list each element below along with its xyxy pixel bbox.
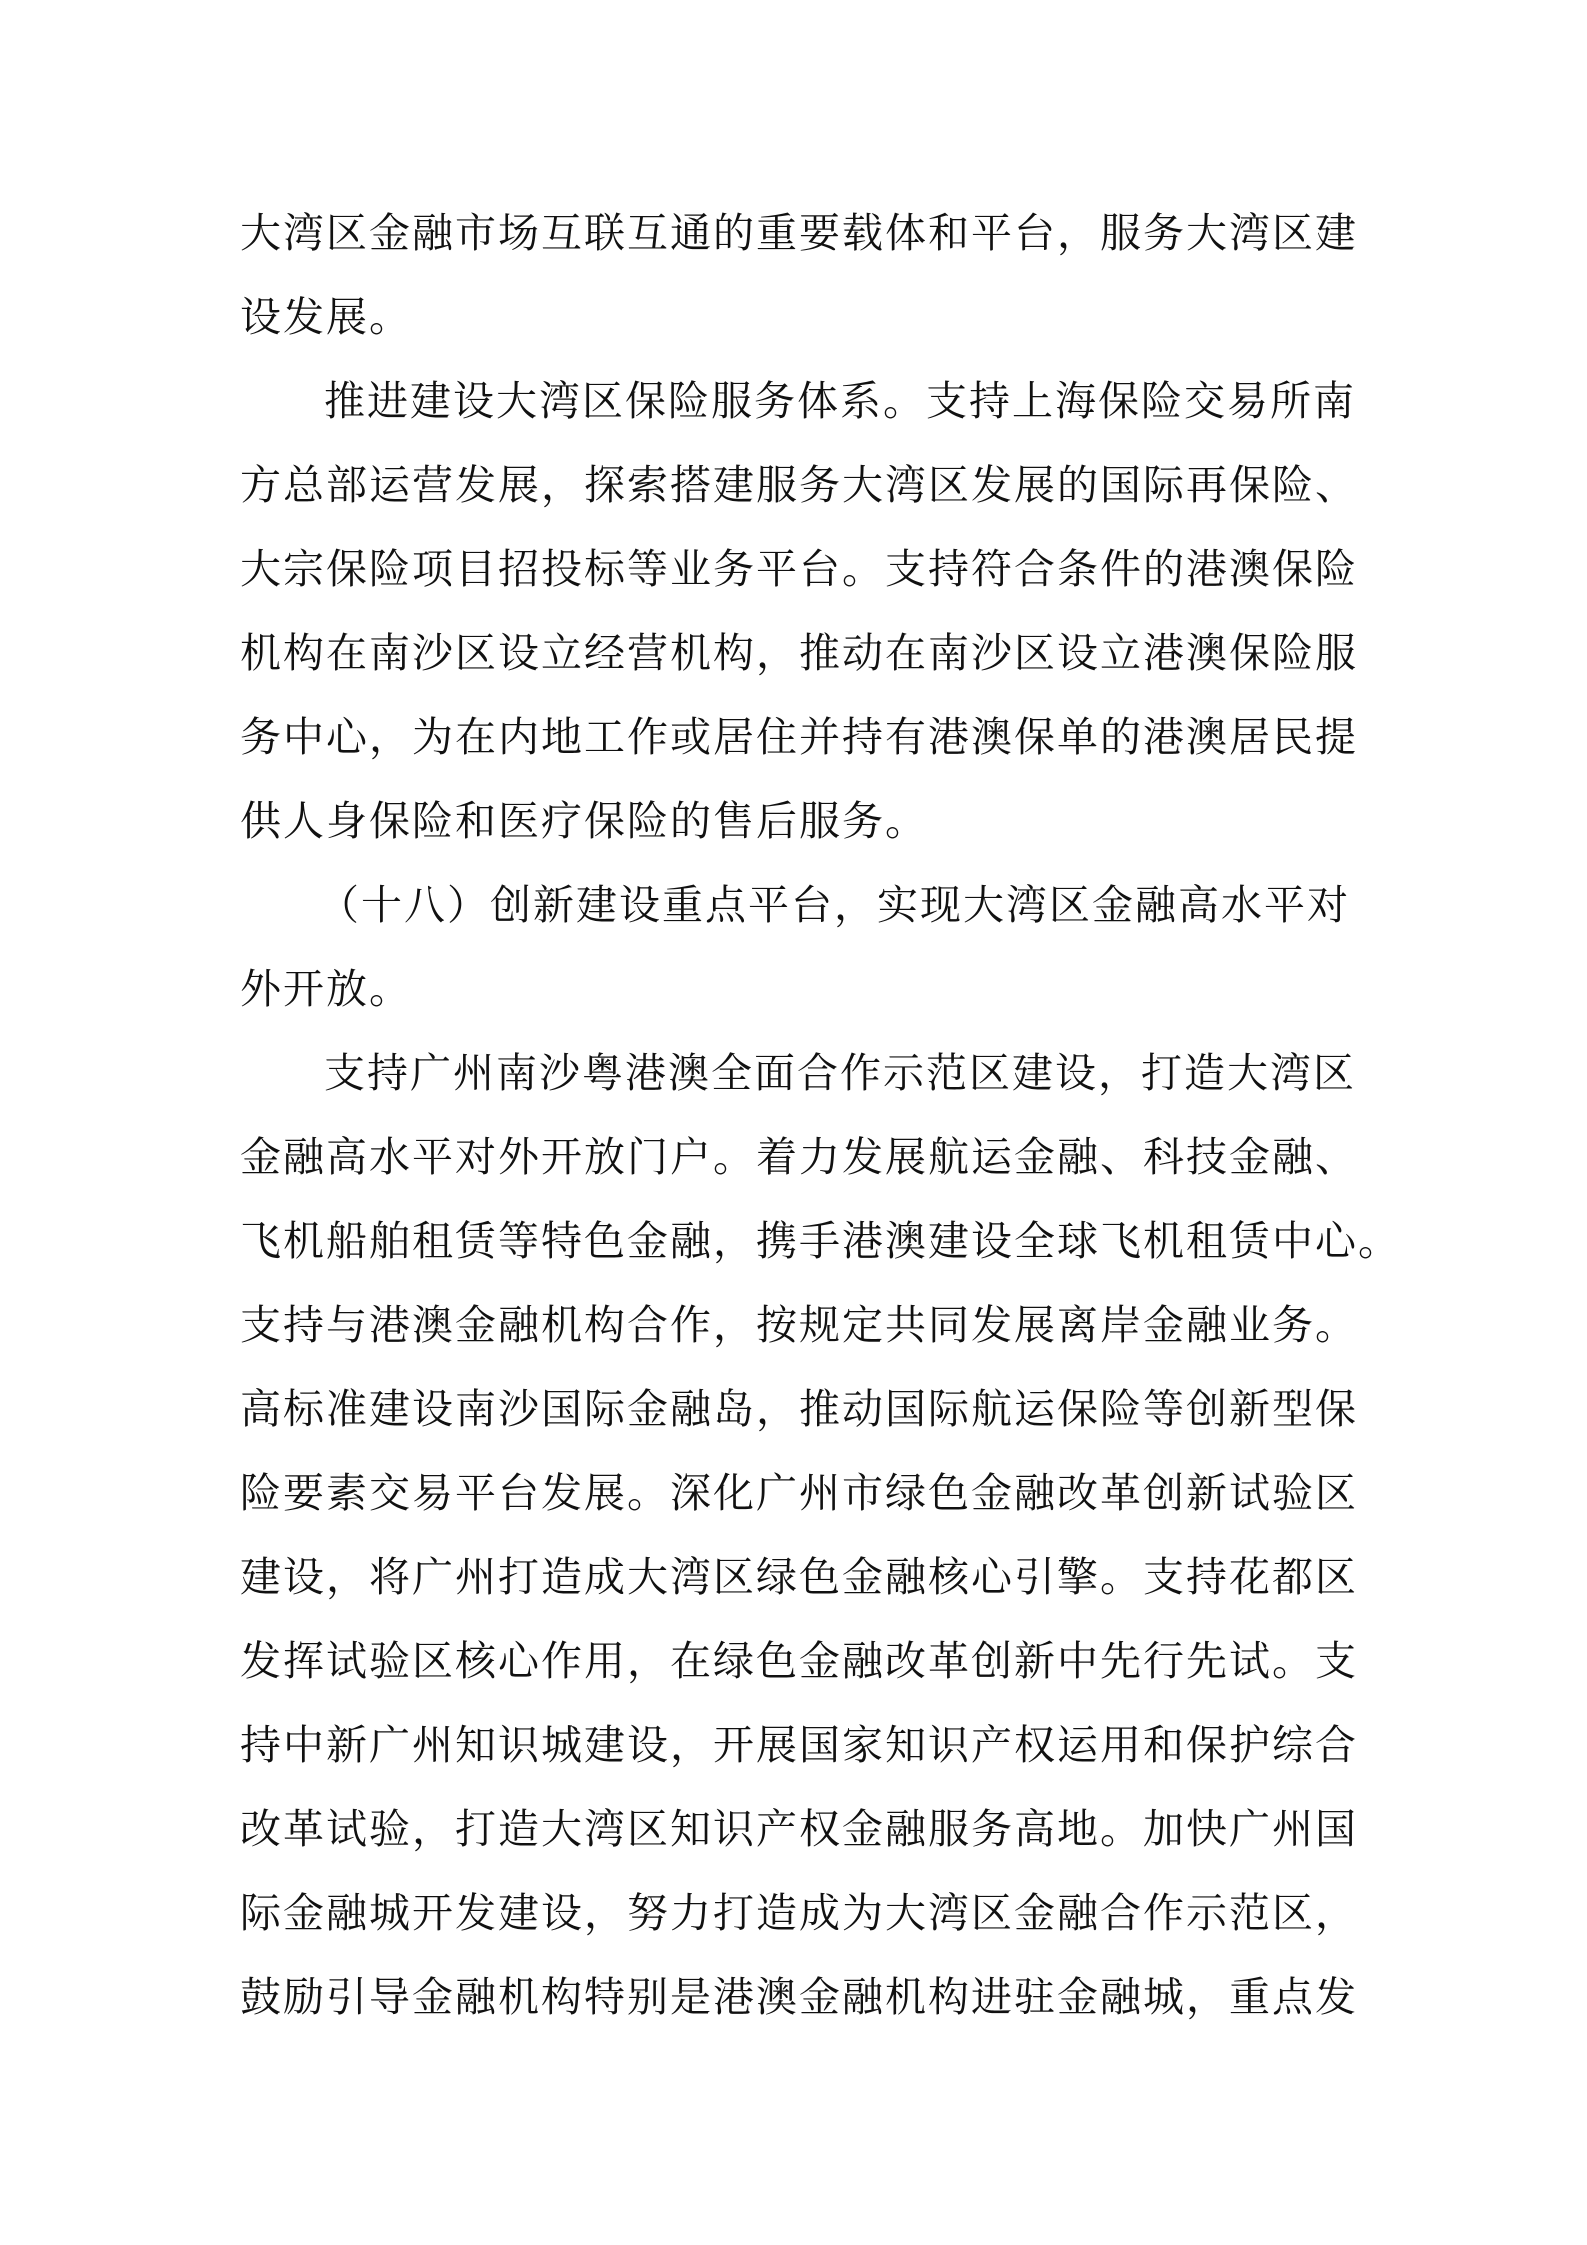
paragraph-1: [240, 191, 1360, 359]
text-line: 设发展。: [240, 293, 412, 341]
paragraph-2: [240, 359, 1360, 863]
text-line: 供人身保险和医疗保险的售后服务。: [240, 797, 928, 845]
text-line: 大宗保险项目招投标等业务平台。支持符合条件的港澳保险: [240, 545, 1358, 593]
text-line: 支持广州南沙粤港澳全面合作示范区建设，打造大湾区: [324, 1049, 1356, 1097]
text-line: 金融高水平对外开放门户。着力发展航运金融、科技金融、: [240, 1133, 1358, 1181]
text-line: 际金融城开发建设，努力打造成为大湾区金融合作示范区，: [240, 1889, 1358, 1937]
text-line: 建设，将广州打造成大湾区绿色金融核心引擎。支持花都区: [240, 1553, 1358, 1601]
section-heading-18: [240, 863, 1360, 1031]
text-line: 发挥试验区核心作用，在绿色金融改革创新中先行先试。支: [240, 1637, 1358, 1685]
text-line: 机构在南沙区设立经营机构，推动在南沙区设立港澳保险服: [240, 629, 1358, 677]
text-line: 方总部运营发展，探索搭建服务大湾区发展的国际再保险、: [240, 461, 1358, 509]
heading-line: 外开放。: [240, 965, 412, 1013]
text-line: 鼓励引导金融机构特别是港澳金融机构进驻金融城，重点发: [240, 1973, 1358, 2021]
text-line: 大湾区金融市场互联互通的重要载体和平台，服务大湾区建: [240, 209, 1358, 257]
text-line: 险要素交易平台发展。深化广州市绿色金融改革创新试验区: [240, 1469, 1358, 1517]
heading-line: （十八）创新建设重点平台，实现大湾区金融高水平对: [318, 881, 1350, 929]
document-body: [240, 191, 1401, 2039]
text-line: 改革试验，打造大湾区知识产权金融服务高地。加快广州国: [240, 1805, 1358, 1853]
paragraph-4: [240, 1031, 1401, 2039]
text-line: 推进建设大湾区保险服务体系。支持上海保险交易所南: [324, 377, 1356, 425]
text-line: 飞机船舶租赁等特色金融，携手港澳建设全球飞机租赁中心。: [240, 1217, 1401, 1265]
text-line: 持中新广州知识城建设，开展国家知识产权运用和保护综合: [240, 1721, 1358, 1769]
text-line: 务中心，为在内地工作或居住并持有港澳保单的港澳居民提: [240, 713, 1358, 761]
text-line: 高标准建设南沙国际金融岛，推动国际航运保险等创新型保: [240, 1385, 1358, 1433]
text-line: 支持与港澳金融机构合作，按规定共同发展离岸金融业务。: [240, 1301, 1358, 1349]
